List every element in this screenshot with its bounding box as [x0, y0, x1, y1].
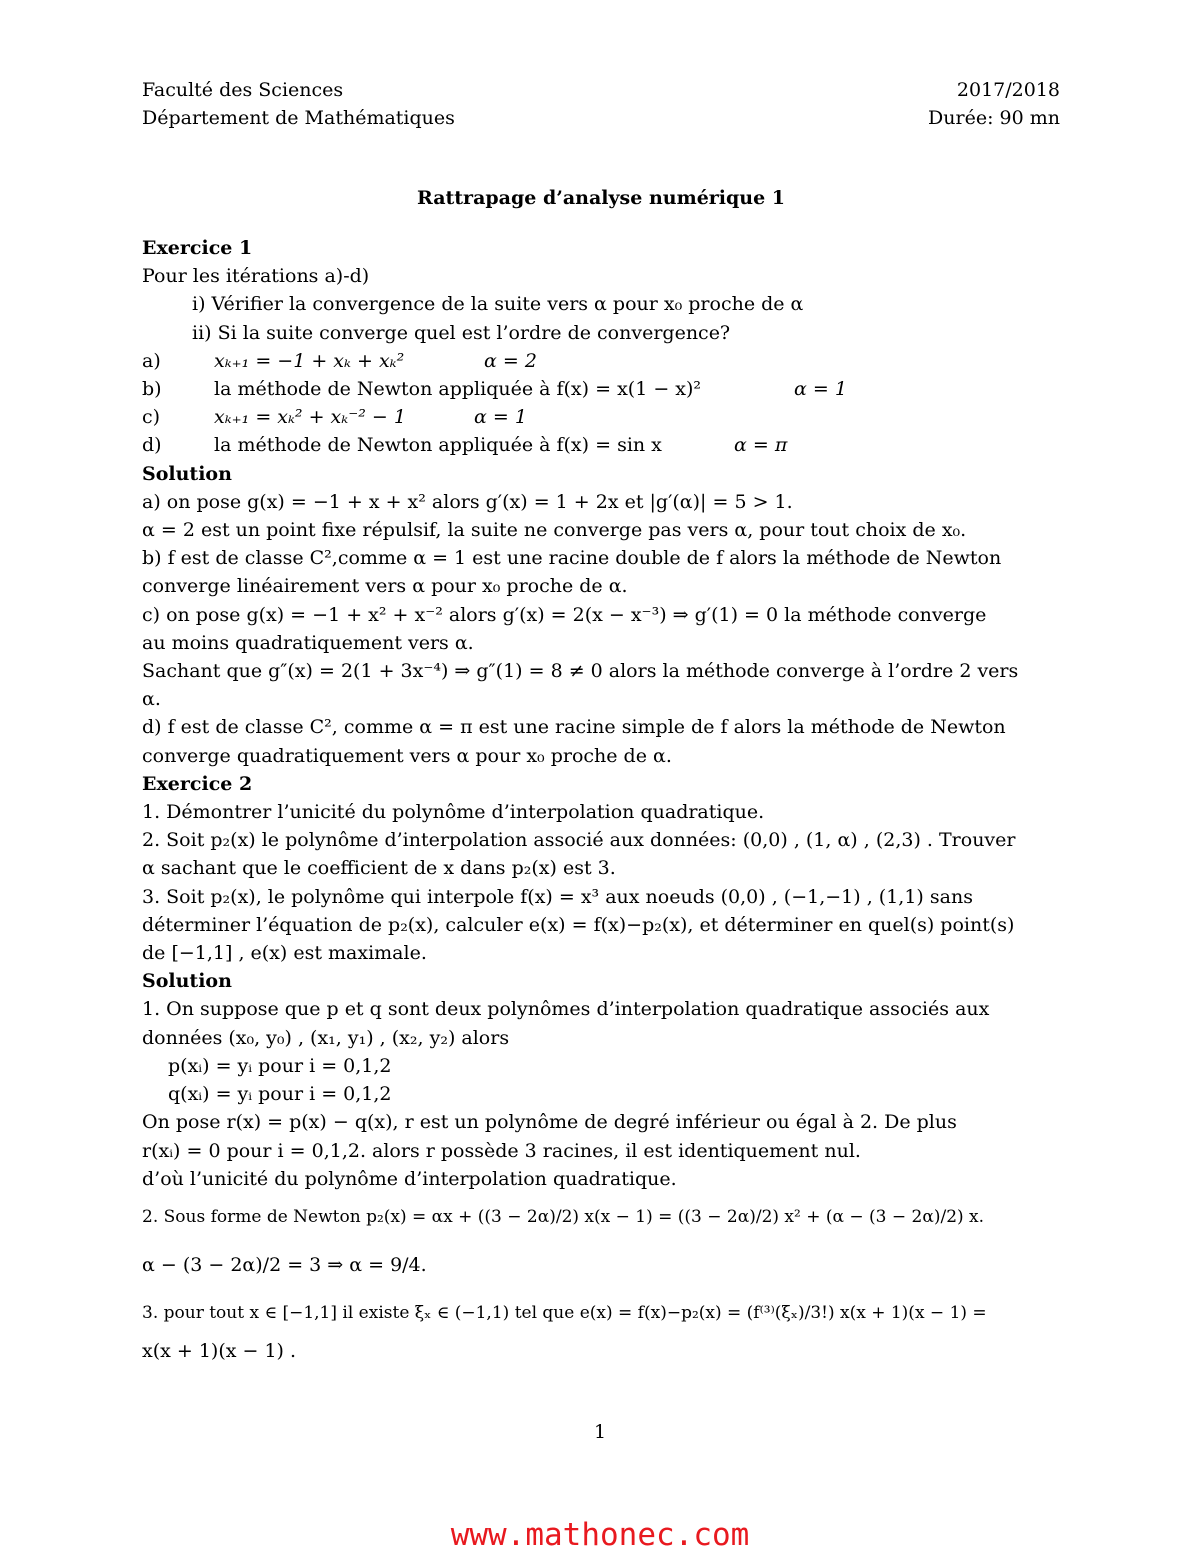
exercise-2-line: de [−1,1] , e(x) est maximale. [142, 942, 427, 965]
document-page [142, 76, 1060, 1365]
solution-1-line: a) on pose g(x) = −1 + x + x² alors g′(x) = 1 + 2x et |g′(α)| = 5 > 1. [142, 490, 793, 513]
solution-1-line: converge quadratiquement vers α pour x₀ proche de α. [142, 744, 672, 767]
exercise-1-intro: Pour les itérations a)-d) [142, 265, 370, 288]
item-label: a) [142, 349, 161, 372]
iteration-c [142, 403, 1060, 431]
header-row-1 [142, 76, 1060, 104]
exercise-2-line: α sachant que le coefficient de x dans p₂(x) est 3. [142, 857, 616, 880]
iteration-a [142, 347, 1060, 375]
solution-1-line: α = 2 est un point fixe répulsif, la suite ne converge pas vers α, pour tout choix de x₀. [142, 519, 967, 542]
solution-1-line: au moins quadratiquement vers α. [142, 631, 474, 654]
exercise-2-line: 1. Démontrer l’unicité du polynôme d’interpolation quadratique. [142, 801, 765, 824]
header-row-2 [142, 104, 1060, 132]
page-number: 1 [593, 1421, 607, 1443]
solution-2-line: On pose r(x) = p(x) − q(x), r est un polynôme de degré inférieur ou égal à 2. De plus [142, 1111, 957, 1134]
system-line-q: q(xᵢ) = yᵢ pour i = 0,1,2 [168, 1083, 392, 1106]
faculty-label: Faculté des Sciences [142, 79, 344, 101]
solution-2-line: données (x₀, y₀) , (x₁, y₁) , (x₂, y₂) alors [142, 1026, 510, 1049]
solution-1-line: α. [142, 688, 161, 711]
item-equation: xₖ₊₁ = −1 + xₖ + xₖ² [214, 349, 405, 372]
solution-1-line: Sachant que g″(x) = 2(1 + 3x⁻⁴) ⇒ g″(1) = 8 ≠ 0 alors la méthode converge à l’ordre 2 vers [142, 660, 1019, 683]
exercise-1-question-i: i) Vérifier la convergence de la suite vers α pour x₀ proche de α [192, 293, 804, 316]
item-alpha: α = 2 [484, 349, 537, 372]
error-formula-line: 3. pour tout x ∈ [−1,1] il existe ξₓ ∈ (−1,1) tel que e(x) = f(x)−p₂(x) = (f⁽³⁾(ξₓ)/3!) x(x + 1)(x − 1) = [142, 1302, 987, 1323]
year-label: 2017/2018 [956, 79, 1060, 101]
solution-1-heading: Solution [142, 462, 232, 485]
newton-form-line: 2. Sous forme de Newton p₂(x) = αx + ((3 − 2α)/2) x(x − 1) = ((3 − 2α)/2) x² + (α − (3 − 2α)/2) x. [142, 1206, 985, 1227]
exercise-2-line: 2. Soit p₂(x) le polynôme d’interpolation associé aux données: (0,0) , (1, α) , (2,3) . Trouver [142, 829, 1016, 852]
solution-2-heading: Solution [142, 970, 232, 993]
exercise-2-line: 3. Soit p₂(x), le polynôme qui interpole f(x) = x³ aux noeuds (0,0) , (−1,−1) , (1,1) sans [142, 885, 973, 908]
solution-1-line: d) f est de classe C², comme α = π est une racine simple de f alors la méthode de Newton [142, 716, 1006, 739]
solution-1-line: b) f est de classe C²,comme α = 1 est une racine double de f alors la méthode de Newton [142, 547, 1002, 570]
item-label: d) [142, 434, 162, 457]
exercise-1-heading: Exercice 1 [142, 237, 253, 259]
iteration-d [142, 431, 1060, 459]
exercise-2-heading: Exercice 2 [142, 772, 253, 795]
item-label: b) [142, 378, 162, 401]
item-equation: xₖ₊₁ = xₖ² + xₖ⁻² − 1 [214, 406, 406, 429]
page-title: Rattrapage d’analyse numérique 1 [416, 187, 786, 209]
iteration-b [142, 375, 1060, 403]
item-alpha: α = 1 [794, 378, 847, 401]
solution-2-line: 1. On suppose que p et q sont deux polynômes d’interpolation quadratique associés aux [142, 998, 990, 1021]
department-label: Département de Mathématiques [142, 107, 455, 129]
solution-2-line: r(xᵢ) = 0 pour i = 0,1,2. alors r possède 3 racines, il est identiquement nul. [142, 1139, 861, 1162]
solution-1-line: converge linéairement vers α pour x₀ proche de α. [142, 575, 628, 598]
system-line-p: p(xᵢ) = yᵢ pour i = 0,1,2 [168, 1054, 392, 1077]
item-alpha: α = π [734, 434, 788, 457]
error-formula-continuation: x(x + 1)(x − 1) . [142, 1339, 297, 1362]
item-alpha: α = 1 [474, 406, 527, 429]
item-equation: la méthode de Newton appliquée à f(x) = x(1 − x)² [214, 378, 702, 401]
exercise-1-question-ii: ii) Si la suite converge quel est l’ordre de convergence? [192, 321, 731, 344]
footer-watermark-link[interactable]: www.mathonec.com [450, 1517, 750, 1553]
item-equation: la méthode de Newton appliquée à f(x) = sin x [214, 434, 662, 457]
exercise-2-line: déterminer l’équation de p₂(x), calculer e(x) = f(x)−p₂(x), et déterminer en quel(s) point(s) [142, 913, 1015, 936]
duration-label: Durée: 90 mn [928, 107, 1060, 129]
item-label: c) [142, 406, 161, 429]
alpha-result-line: α − (3 − 2α)/2 = 3 ⇒ α = 9/4. [142, 1253, 427, 1276]
solution-2-line: d’où l’unicité du polynôme d’interpolation quadratique. [142, 1167, 677, 1190]
solution-1-line: c) on pose g(x) = −1 + x² + x⁻² alors g′(x) = 2(x − x⁻³) ⇒ g′(1) = 0 la méthode converge [142, 603, 987, 626]
